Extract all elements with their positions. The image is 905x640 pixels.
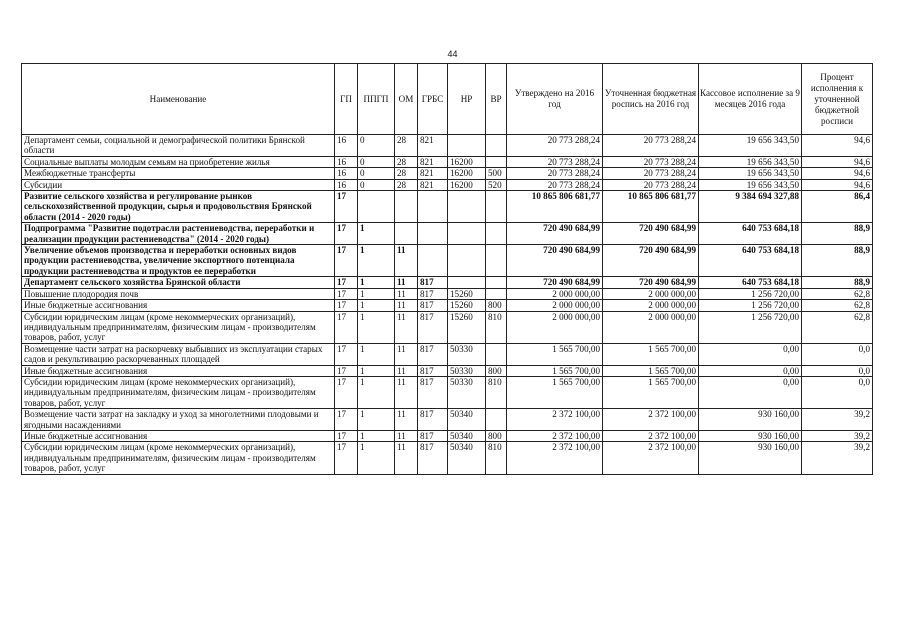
cell-grbs: 817 <box>418 430 448 441</box>
cell-np: 50330 <box>448 343 486 365</box>
cell-name: Субсидии <box>22 179 335 190</box>
cell-om: 11 <box>395 430 418 441</box>
table-row <box>22 409 873 431</box>
cell-vr <box>486 156 507 167</box>
cell-ppgp: 1 <box>358 245 395 277</box>
cell-refined: 720 490 684,99 <box>603 245 699 277</box>
col-header-vr: ВР <box>486 64 507 135</box>
cell-gp: 17 <box>335 376 358 408</box>
cell-percent: 94,6 <box>802 135 873 157</box>
cell-gp: 17 <box>335 191 358 223</box>
cell-np: 15260 <box>448 288 486 299</box>
cell-cash: 19 656 343,50 <box>699 168 802 179</box>
cell-approved: 2 372 100,00 <box>507 442 603 474</box>
cell-grbs: 817 <box>418 376 448 408</box>
cell-vr <box>486 343 507 365</box>
cell-cash: 640 753 684,18 <box>699 223 802 245</box>
cell-approved: 1 565 700,00 <box>507 365 603 376</box>
cell-ppgp <box>358 191 395 223</box>
cell-np: 50340 <box>448 442 486 474</box>
table-body <box>22 135 873 475</box>
cell-cash: 0,00 <box>699 376 802 408</box>
cell-gp: 17 <box>335 300 358 311</box>
cell-np <box>448 245 486 277</box>
table-row <box>22 223 873 245</box>
cell-ppgp: 1 <box>358 343 395 365</box>
table-row <box>22 288 873 299</box>
cell-om: 28 <box>395 179 418 190</box>
cell-om <box>395 191 418 223</box>
cell-gp: 16 <box>335 156 358 167</box>
cell-np: 16200 <box>448 156 486 167</box>
cell-np: 50330 <box>448 365 486 376</box>
cell-name: Социальные выплаты молодым семьям на приобретение жилья <box>22 156 335 167</box>
cell-grbs <box>418 223 448 245</box>
cell-grbs: 817 <box>418 288 448 299</box>
cell-refined: 20 773 288,24 <box>603 135 699 157</box>
cell-om: 28 <box>395 135 418 157</box>
cell-approved: 20 773 288,24 <box>507 168 603 179</box>
cell-approved: 2 000 000,00 <box>507 311 603 343</box>
cell-np <box>448 135 486 157</box>
cell-om <box>395 223 418 245</box>
cell-approved: 720 490 684,99 <box>507 223 603 245</box>
cell-refined: 2 372 100,00 <box>603 442 699 474</box>
cell-np <box>448 223 486 245</box>
cell-cash: 19 656 343,50 <box>699 156 802 167</box>
cell-gp: 17 <box>335 409 358 431</box>
cell-gp: 17 <box>335 430 358 441</box>
cell-percent: 62,8 <box>802 288 873 299</box>
cell-name: Развитие сельского хозяйства и регулирование рынков сельскохозяйственной продукции, сырья и продовольствия Брянской области (2014 - 2020 годы) <box>22 191 335 223</box>
cell-np: 50330 <box>448 376 486 408</box>
budget-table <box>21 63 873 475</box>
cell-vr: 800 <box>486 300 507 311</box>
cell-ppgp: 1 <box>358 277 395 288</box>
cell-refined: 1 565 700,00 <box>603 343 699 365</box>
cell-grbs: 821 <box>418 168 448 179</box>
cell-grbs: 817 <box>418 277 448 288</box>
cell-om: 11 <box>395 409 418 431</box>
cell-cash: 640 753 684,18 <box>699 245 802 277</box>
cell-grbs <box>418 191 448 223</box>
cell-name: Повышение плодородия почв <box>22 288 335 299</box>
cell-grbs: 817 <box>418 409 448 431</box>
cell-cash: 1 256 720,00 <box>699 300 802 311</box>
cell-vr: 810 <box>486 311 507 343</box>
cell-ppgp: 0 <box>358 168 395 179</box>
cell-grbs: 817 <box>418 365 448 376</box>
cell-percent: 88,9 <box>802 245 873 277</box>
col-header-approved: Утверждено на 2016 год <box>507 64 603 135</box>
cell-grbs: 817 <box>418 311 448 343</box>
cell-ppgp: 1 <box>358 288 395 299</box>
cell-approved: 10 865 806 681,77 <box>507 191 603 223</box>
cell-refined: 20 773 288,24 <box>603 156 699 167</box>
cell-om: 28 <box>395 156 418 167</box>
table-row <box>22 376 873 408</box>
cell-vr: 800 <box>486 365 507 376</box>
cell-ppgp: 1 <box>358 365 395 376</box>
cell-om: 11 <box>395 245 418 277</box>
cell-np: 15260 <box>448 311 486 343</box>
cell-percent: 94,6 <box>802 168 873 179</box>
cell-vr <box>486 245 507 277</box>
cell-refined: 20 773 288,24 <box>603 179 699 190</box>
cell-percent: 86,4 <box>802 191 873 223</box>
cell-vr <box>486 409 507 431</box>
cell-approved: 2 000 000,00 <box>507 288 603 299</box>
cell-gp: 16 <box>335 168 358 179</box>
cell-grbs: 821 <box>418 135 448 157</box>
cell-cash: 0,00 <box>699 365 802 376</box>
cell-ppgp: 1 <box>358 442 395 474</box>
cell-cash: 930 160,00 <box>699 409 802 431</box>
cell-approved: 720 490 684,99 <box>507 277 603 288</box>
cell-name: Субсидии юридическим лицам (кроме некоммерческих организаций), индивидуальным предпринимателям, физическим лицам - производителям товаров, работ, услуг <box>22 442 335 474</box>
cell-om: 11 <box>395 365 418 376</box>
table-row <box>22 168 873 179</box>
cell-grbs: 821 <box>418 156 448 167</box>
cell-om: 11 <box>395 343 418 365</box>
cell-refined: 20 773 288,24 <box>603 168 699 179</box>
cell-ppgp: 1 <box>358 300 395 311</box>
cell-np: 50340 <box>448 409 486 431</box>
cell-name: Возмещение части затрат на раскорчевку выбывших из эксплуатации старых садов и рекультивацию раскорчеванных площадей <box>22 343 335 365</box>
cell-grbs <box>418 245 448 277</box>
cell-refined: 2 372 100,00 <box>603 430 699 441</box>
cell-approved: 2 000 000,00 <box>507 300 603 311</box>
col-header-np: НР <box>448 64 486 135</box>
cell-gp: 16 <box>335 179 358 190</box>
table-row <box>22 343 873 365</box>
cell-np: 16200 <box>448 179 486 190</box>
cell-cash: 1 256 720,00 <box>699 311 802 343</box>
table-row <box>22 365 873 376</box>
table-row <box>22 430 873 441</box>
col-header-gp: ГП <box>335 64 358 135</box>
cell-ppgp: 1 <box>358 430 395 441</box>
cell-name: Департамент семьи, социальной и демографической политики Брянской области <box>22 135 335 157</box>
cell-gp: 17 <box>335 365 358 376</box>
cell-om: 11 <box>395 376 418 408</box>
cell-name: Иные бюджетные ассигнования <box>22 365 335 376</box>
cell-name: Департамент сельского хозяйства Брянской области <box>22 277 335 288</box>
cell-cash: 19 656 343,50 <box>699 135 802 157</box>
table-row <box>22 245 873 277</box>
cell-vr: 800 <box>486 430 507 441</box>
cell-percent: 62,8 <box>802 311 873 343</box>
cell-ppgp: 0 <box>358 179 395 190</box>
cell-refined: 1 565 700,00 <box>603 365 699 376</box>
col-header-percent: Процент исполнения к уточненной бюджетной росписи <box>802 64 873 135</box>
col-header-name: Наименование <box>22 64 335 135</box>
cell-om: 11 <box>395 442 418 474</box>
col-header-refined: Уточненная бюджетная роспись на 2016 год <box>603 64 699 135</box>
cell-om: 28 <box>395 168 418 179</box>
col-header-ppgp: ППГП <box>358 64 395 135</box>
table-row <box>22 442 873 474</box>
cell-grbs: 821 <box>418 179 448 190</box>
cell-percent: 0,0 <box>802 365 873 376</box>
cell-np <box>448 277 486 288</box>
cell-approved: 2 372 100,00 <box>507 409 603 431</box>
cell-refined: 2 000 000,00 <box>603 288 699 299</box>
cell-grbs: 817 <box>418 300 448 311</box>
cell-cash: 19 656 343,50 <box>699 179 802 190</box>
cell-gp: 17 <box>335 277 358 288</box>
cell-percent: 39,2 <box>802 409 873 431</box>
cell-ppgp: 1 <box>358 376 395 408</box>
cell-percent: 39,2 <box>802 442 873 474</box>
table-header <box>22 64 873 135</box>
cell-approved: 20 773 288,24 <box>507 156 603 167</box>
table-row <box>22 156 873 167</box>
cell-vr <box>486 223 507 245</box>
cell-approved: 1 565 700,00 <box>507 343 603 365</box>
cell-ppgp: 1 <box>358 311 395 343</box>
cell-name: Иные бюджетные ассигнования <box>22 430 335 441</box>
col-header-om: ОМ <box>395 64 418 135</box>
col-header-cash: Кассовое исполнение за 9 месяцев 2016 года <box>699 64 802 135</box>
cell-refined: 2 000 000,00 <box>603 300 699 311</box>
cell-name: Иные бюджетные ассигнования <box>22 300 335 311</box>
cell-approved: 2 372 100,00 <box>507 430 603 441</box>
cell-ppgp: 0 <box>358 156 395 167</box>
cell-refined: 10 865 806 681,77 <box>603 191 699 223</box>
cell-np: 50340 <box>448 430 486 441</box>
cell-ppgp: 1 <box>358 223 395 245</box>
cell-percent: 0,0 <box>802 343 873 365</box>
table-row <box>22 300 873 311</box>
cell-np <box>448 191 486 223</box>
cell-name: Подпрограмма "Развитие подотрасли растениеводства, переработки и реализации продукции растениеводства" (2014 - 2020 годы) <box>22 223 335 245</box>
cell-np: 16200 <box>448 168 486 179</box>
cell-vr: 810 <box>486 376 507 408</box>
cell-om: 11 <box>395 277 418 288</box>
cell-om: 11 <box>395 300 418 311</box>
cell-ppgp: 1 <box>358 409 395 431</box>
cell-percent: 0,0 <box>802 376 873 408</box>
cell-vr: 520 <box>486 179 507 190</box>
table-row <box>22 135 873 157</box>
cell-percent: 88,9 <box>802 277 873 288</box>
cell-gp: 17 <box>335 288 358 299</box>
cell-cash: 9 384 694 327,88 <box>699 191 802 223</box>
cell-om: 11 <box>395 288 418 299</box>
cell-percent: 94,6 <box>802 156 873 167</box>
table-row <box>22 179 873 190</box>
cell-cash: 640 753 684,18 <box>699 277 802 288</box>
cell-vr: 500 <box>486 168 507 179</box>
table-row <box>22 191 873 223</box>
cell-refined: 1 565 700,00 <box>603 376 699 408</box>
cell-vr <box>486 191 507 223</box>
cell-cash: 930 160,00 <box>699 430 802 441</box>
cell-vr <box>486 135 507 157</box>
cell-gp: 17 <box>335 311 358 343</box>
cell-refined: 720 490 684,99 <box>603 223 699 245</box>
cell-approved: 1 565 700,00 <box>507 376 603 408</box>
cell-name: Субсидии юридическим лицам (кроме некоммерческих организаций), индивидуальным предпринимателям, физическим лицам - производителям товаров, работ, услуг <box>22 311 335 343</box>
cell-om: 11 <box>395 311 418 343</box>
col-header-grbs: ГРБС <box>418 64 448 135</box>
cell-approved: 20 773 288,24 <box>507 179 603 190</box>
cell-name: Возмещение части затрат на закладку и уход за многолетними плодовыми и ягодными насаждениями <box>22 409 335 431</box>
table-row <box>22 311 873 343</box>
cell-cash: 0,00 <box>699 343 802 365</box>
cell-grbs: 817 <box>418 442 448 474</box>
page-number: 44 <box>447 49 458 59</box>
cell-name: Межбюджетные трансферты <box>22 168 335 179</box>
cell-vr <box>486 288 507 299</box>
cell-refined: 2 372 100,00 <box>603 409 699 431</box>
cell-gp: 17 <box>335 223 358 245</box>
cell-gp: 17 <box>335 343 358 365</box>
cell-percent: 39,2 <box>802 430 873 441</box>
cell-gp: 16 <box>335 135 358 157</box>
cell-approved: 20 773 288,24 <box>507 135 603 157</box>
cell-cash: 1 256 720,00 <box>699 288 802 299</box>
cell-percent: 88,9 <box>802 223 873 245</box>
cell-refined: 2 000 000,00 <box>603 311 699 343</box>
cell-refined: 720 490 684,99 <box>603 277 699 288</box>
cell-vr <box>486 277 507 288</box>
table-row <box>22 277 873 288</box>
cell-vr: 810 <box>486 442 507 474</box>
cell-gp: 17 <box>335 442 358 474</box>
cell-name: Увеличение объемов производства и переработки основных видов продукции растениеводства, увеличение экспортного потенциала продукции растениеводства и продуктов ее переработки <box>22 245 335 277</box>
cell-name: Субсидии юридическим лицам (кроме некоммерческих организаций), индивидуальным предпринимателям, физическим лицам - производителям товаров, работ, услуг <box>22 376 335 408</box>
cell-np: 15260 <box>448 300 486 311</box>
cell-percent: 62,8 <box>802 300 873 311</box>
cell-grbs: 817 <box>418 343 448 365</box>
cell-cash: 930 160,00 <box>699 442 802 474</box>
cell-approved: 720 490 684,99 <box>507 245 603 277</box>
cell-percent: 94,6 <box>802 179 873 190</box>
cell-gp: 17 <box>335 245 358 277</box>
cell-ppgp: 0 <box>358 135 395 157</box>
